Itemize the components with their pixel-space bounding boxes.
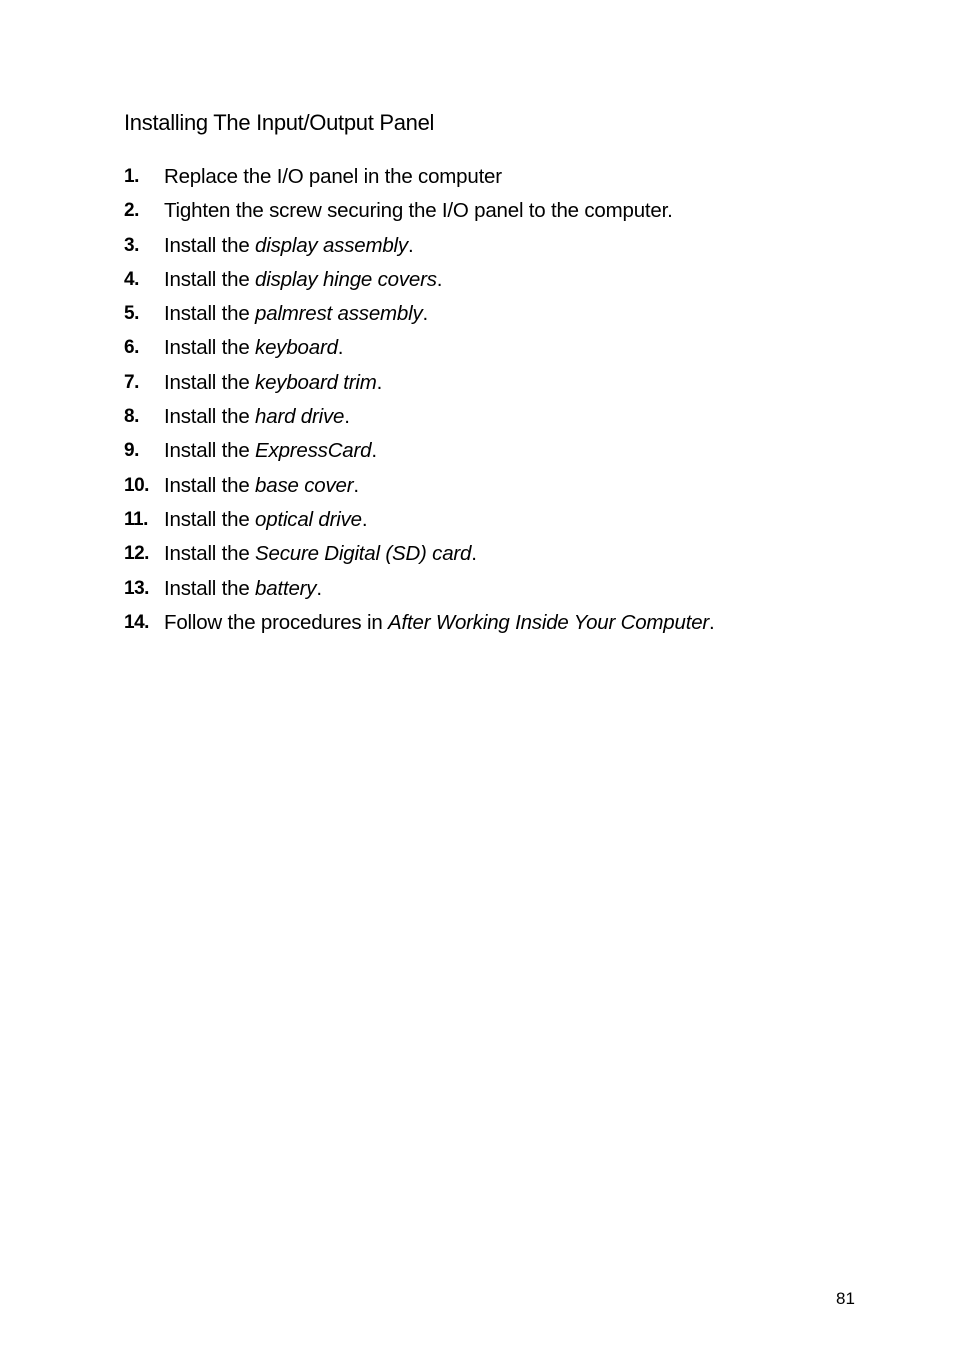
- step-text-plain: Install the: [164, 336, 256, 360]
- step-number: 6.: [124, 337, 139, 359]
- step-text-suffix: .: [361, 507, 368, 531]
- step-text-plain: Install the: [164, 370, 256, 394]
- step-item: [124, 436, 884, 470]
- step-text: [164, 608, 715, 638]
- step-text: [164, 539, 477, 569]
- step-text-suffix: .: [709, 610, 715, 634]
- step-text-plain: Install the: [164, 405, 256, 429]
- step-number: 8.: [124, 406, 139, 428]
- step-text-suffix: .: [436, 267, 443, 291]
- step-link-text[interactable]: display hinge covers: [255, 267, 437, 291]
- step-text-plain: Follow the procedures in: [164, 610, 389, 634]
- step-text-suffix: .: [353, 473, 359, 497]
- step-item: [124, 299, 884, 333]
- step-link-text[interactable]: hard drive: [255, 405, 345, 429]
- step-text-plain: Install the: [164, 233, 256, 257]
- step-item: [124, 402, 884, 436]
- step-text-plain: Install the: [164, 267, 256, 291]
- step-text: [164, 436, 377, 466]
- step-text-suffix: .: [422, 302, 429, 326]
- step-text-suffix: .: [316, 576, 322, 600]
- step-link-text[interactable]: palmrest assembly: [255, 302, 423, 326]
- step-item: [124, 539, 884, 573]
- step-text-plain: Install the: [164, 302, 256, 326]
- step-number: 1.: [124, 166, 139, 187]
- step-number: 14.: [124, 611, 149, 633]
- step-link-text[interactable]: keyboard: [255, 336, 338, 360]
- step-link-text[interactable]: battery: [255, 576, 317, 600]
- step-text: [164, 402, 350, 432]
- step-item: [124, 333, 884, 367]
- step-link-text[interactable]: display assembly: [255, 233, 408, 257]
- step-text: [164, 333, 343, 363]
- step-text: [164, 574, 322, 604]
- step-text-suffix: .: [376, 370, 383, 394]
- step-text: [164, 196, 673, 226]
- step-number: 2.: [124, 200, 139, 222]
- step-link-text[interactable]: base cover: [255, 473, 354, 497]
- step-item: [124, 608, 884, 642]
- step-text-plain: Install the: [164, 542, 256, 566]
- step-text-suffix: .: [471, 542, 477, 566]
- step-text: [164, 231, 413, 261]
- step-item: [124, 231, 884, 265]
- step-link-text[interactable]: ExpressCard: [255, 439, 372, 463]
- step-item: [124, 265, 884, 299]
- page-title: Installing The Input/Output Panel: [124, 110, 435, 135]
- step-text-plain: Install the: [164, 473, 256, 497]
- procedure-steps-list: [124, 162, 884, 642]
- step-text: [164, 265, 442, 295]
- step-text-plain: Tighten the screw securing the I/O panel to the computer.: [164, 199, 673, 223]
- step-number: 9.: [124, 440, 139, 462]
- step-text-plain: Install the: [164, 576, 256, 600]
- step-item: [124, 368, 884, 402]
- step-text: [164, 471, 359, 501]
- step-text: [164, 299, 428, 329]
- step-text: [164, 162, 502, 192]
- step-link-text[interactable]: keyboard trim: [255, 370, 377, 394]
- step-text-suffix: .: [344, 405, 350, 429]
- step-text: [164, 368, 382, 398]
- step-text-plain: Replace the I/O panel in the computer: [164, 165, 502, 188]
- step-item: [124, 196, 884, 230]
- step-text: [164, 505, 367, 535]
- step-number: 10.: [124, 474, 149, 496]
- page-number: 81: [836, 1289, 855, 1308]
- step-item: [124, 471, 884, 505]
- step-number: 11.: [124, 508, 148, 530]
- step-item: [124, 162, 884, 196]
- step-text-plain: Install the: [164, 507, 256, 531]
- step-item: [124, 505, 884, 539]
- step-number: 3.: [124, 234, 139, 256]
- step-item: [124, 574, 884, 608]
- step-number: 7.: [124, 371, 139, 393]
- step-text-suffix: .: [337, 336, 344, 360]
- step-number: 5.: [124, 303, 139, 325]
- step-text-suffix: .: [371, 439, 377, 463]
- step-text-plain: Install the: [164, 439, 256, 463]
- step-number: 12.: [124, 543, 149, 565]
- step-number: 13.: [124, 577, 149, 599]
- step-text-suffix: .: [407, 233, 414, 257]
- step-number: 4.: [124, 268, 139, 290]
- step-link-text[interactable]: Secure Digital (SD) card: [255, 542, 472, 566]
- step-link-text[interactable]: After Working Inside Your Computer: [388, 610, 710, 634]
- step-link-text[interactable]: optical drive: [255, 507, 362, 531]
